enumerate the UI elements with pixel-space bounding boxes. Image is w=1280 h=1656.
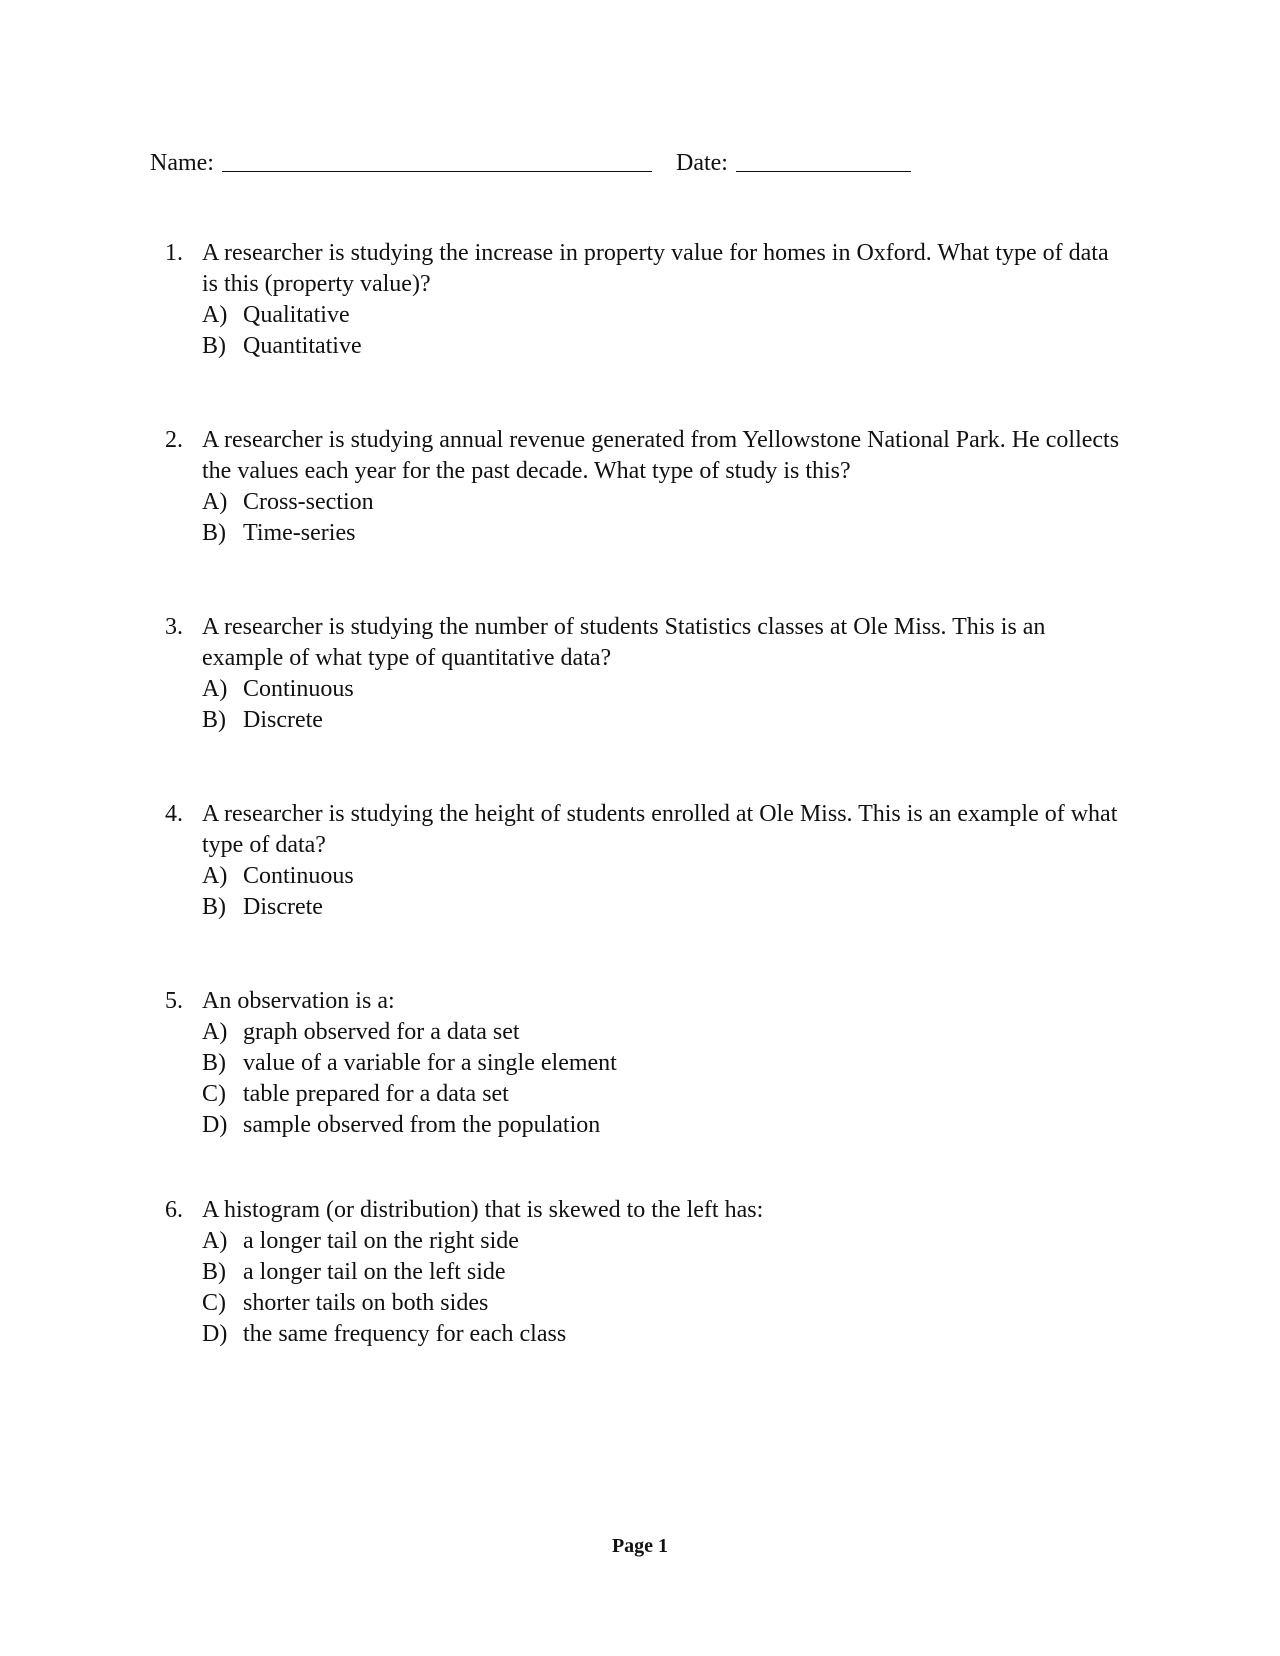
question-text: A researcher is studying the number of students Statistics classes at Ole Miss. This is an example of what type of quantitative data? <box>202 614 1046 671</box>
option-list <box>202 861 1125 923</box>
option-text: Continuous <box>243 676 354 702</box>
option-b <box>202 518 1125 549</box>
option-letter: A) <box>202 1019 228 1045</box>
option-letter: B) <box>202 1050 226 1076</box>
question-number: 2. <box>165 427 183 453</box>
option-letter: B) <box>202 707 226 733</box>
option-a <box>202 674 1125 705</box>
question-list <box>165 238 1125 1350</box>
option-letter: A) <box>202 1228 228 1254</box>
question-3 <box>165 612 1125 736</box>
option-list <box>202 300 1125 362</box>
option-text: table prepared for a data set <box>243 1081 509 1107</box>
question-6 <box>165 1195 1125 1350</box>
option-list <box>202 487 1125 549</box>
option-b <box>202 705 1125 736</box>
option-d <box>202 1319 1125 1350</box>
question-1 <box>165 238 1125 362</box>
name-label: Name: <box>150 150 214 176</box>
option-letter: A) <box>202 863 228 889</box>
option-text: sample observed from the population <box>243 1112 601 1138</box>
date-label: Date: <box>675 150 728 176</box>
option-text: a longer tail on the left side <box>243 1259 506 1285</box>
option-a <box>202 300 1125 331</box>
option-text: Discrete <box>243 707 323 733</box>
option-text: Discrete <box>243 894 323 920</box>
option-letter: B) <box>202 520 226 546</box>
option-letter: B) <box>202 894 226 920</box>
option-c <box>202 1288 1125 1319</box>
option-b <box>202 1048 1125 1079</box>
option-letter: A) <box>202 302 228 328</box>
option-text: a longer tail on the right side <box>243 1228 519 1254</box>
option-text: Qualitative <box>243 302 350 328</box>
option-d <box>202 1110 1125 1141</box>
option-letter: A) <box>202 489 228 515</box>
question-number: 3. <box>165 614 183 640</box>
question-text: A histogram (or distribution) that is skewed to the left has: <box>202 1197 764 1223</box>
option-letter: D) <box>202 1112 228 1138</box>
option-b <box>202 892 1125 923</box>
question-text: An observation is a: <box>202 988 395 1014</box>
option-text: graph observed for a data set <box>243 1019 520 1045</box>
name-blank-line <box>222 170 652 172</box>
option-text: value of a variable for a single element <box>243 1050 617 1076</box>
question-number: 4. <box>165 801 183 827</box>
option-text: the same frequency for each class <box>243 1321 567 1347</box>
option-letter: D) <box>202 1321 228 1347</box>
question-number: 6. <box>165 1197 183 1223</box>
option-letter: C) <box>202 1290 226 1316</box>
question-text: A researcher is studying annual revenue generated from Yellowstone National Park. He collects the values each year for the past decade. What type of study is this? <box>202 427 1120 484</box>
question-text: A researcher is studying the increase in property value for homes in Oxford. What type of data is this (property value)? <box>202 240 1109 297</box>
question-5 <box>165 986 1125 1141</box>
option-a <box>202 861 1125 892</box>
question-number: 5. <box>165 988 183 1014</box>
option-a <box>202 1017 1125 1048</box>
option-letter: B) <box>202 1259 226 1285</box>
option-a <box>202 487 1125 518</box>
question-text: A researcher is studying the height of students enrolled at Ole Miss. This is an example of what type of data? <box>202 801 1118 858</box>
option-c <box>202 1079 1125 1110</box>
option-text: Cross-section <box>243 489 374 515</box>
option-list <box>202 1017 1125 1141</box>
option-b <box>202 1257 1125 1288</box>
date-blank-line <box>736 170 911 172</box>
option-text: Quantitative <box>243 333 362 359</box>
header-line <box>150 150 911 177</box>
option-a <box>202 1226 1125 1257</box>
option-letter: B) <box>202 333 226 359</box>
question-2 <box>165 425 1125 549</box>
question-number: 1. <box>165 240 183 266</box>
option-list <box>202 674 1125 736</box>
option-list <box>202 1226 1125 1350</box>
option-b <box>202 331 1125 362</box>
option-letter: C) <box>202 1081 226 1107</box>
page-number: Page 1 <box>611 1535 669 1557</box>
option-letter: A) <box>202 676 228 702</box>
question-4 <box>165 799 1125 923</box>
option-text: Time-series <box>243 520 356 546</box>
option-text: shorter tails on both sides <box>243 1290 489 1316</box>
option-text: Continuous <box>243 863 354 889</box>
